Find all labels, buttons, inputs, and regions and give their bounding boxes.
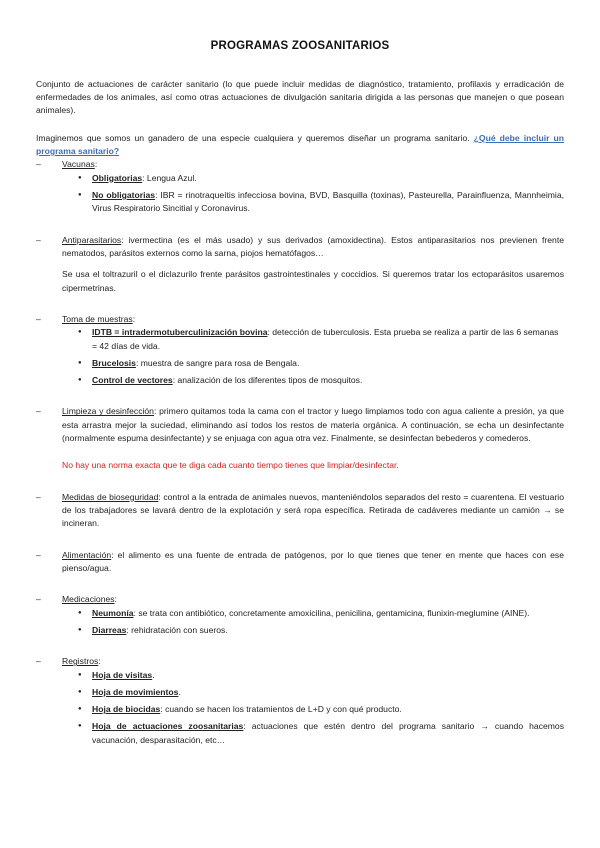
item-text: : Lengua Azul. — [142, 172, 197, 183]
list-item — [78, 607, 564, 620]
dash-bullet: – — [36, 549, 41, 560]
list-item — [78, 703, 564, 716]
section-heading: Medidas de bioseguridad — [62, 491, 159, 502]
item-text: . — [152, 669, 155, 680]
section-heading: Medicaciones — [62, 594, 115, 605]
section-text: : el alimento es una fuente de entrada de patógenos, por lo que tienes que tener en mente que haces con ese pienso/agua. — [62, 549, 564, 573]
section-heading: Limpieza y desinfección — [62, 406, 154, 417]
intro-paragraph: Conjunto de actuaciones de carácter sanitario (lo que puede incluir medidas de diagnóstico, tratamiento, profilaxis y erradicación de enfermedades de los animales, así como otras actuaciones de divulgación sanitaria dirigida a las personas que manejen o que posean animales). — [36, 78, 564, 116]
item-label: Control de vectores — [92, 375, 173, 386]
item-label: Hoja de biocidas — [92, 704, 161, 715]
item-label: Obligatorias — [92, 172, 143, 183]
question-text: ¿Qué debe incluir un programa sanitario? — [36, 132, 564, 157]
limpieza-note: No hay una norma exacta que te diga cada cuanto tiempo tienes que limpiar/desinfectar. — [62, 460, 399, 471]
item-text: : cuando se hacen los tratamientos de L+D y con qué producto. — [160, 704, 402, 715]
section-toma-muestras: – Toma de muestras: ● IDTB = intradermotuberculinización bovina: detección de tuberculosis. Esta prueba se realiza a partir de las 6 semanas = 42 días de vida. ● Brucelosis: muestra de sangre para rosa de Bengala. ● Control de vectores: analización de los diferentes tipos de mosquitos. — [36, 313, 564, 388]
list-item — [78, 669, 564, 682]
section-limpieza — [36, 405, 564, 472]
vacunas-list — [78, 172, 564, 216]
dash-bullet: – — [36, 491, 41, 502]
item-text: : muestra de sangre para rosa de Bengala. — [135, 357, 300, 368]
dash-bullet: – — [36, 656, 41, 667]
item-label: Hoja de movimientos — [92, 686, 179, 697]
section-vacunas: – Vacunas: ● Obligatorias: Lengua Azul. ● No obligatorias: IBR = rinotraqueítis infecciosa bovina, BVD, Basquilla (toxinas), Pasteurella, Parainfluenza, Mannheimia, Virus Respiratorio Sincitial y Coronavirus. — [36, 158, 564, 215]
section-alimentacion — [36, 549, 564, 576]
item-text: : actuaciones que estén dentro del programa sanitario → cuando hacemos vacunación, desparasitación, etc… — [92, 721, 564, 745]
list-item — [78, 624, 564, 637]
list-item — [78, 172, 564, 185]
lead-paragraph — [36, 132, 564, 159]
item-label: No obligatorias — [92, 190, 156, 200]
section-text: : ivermectina (es el más usado) y sus derivados (amoxidectina). Estos antiparasitarios nos previenen frente nematodos, parásitos externos como la sarna, piojos hematófagos… — [62, 234, 564, 258]
section-heading: Toma de muestras — [62, 313, 133, 324]
item-text: : analización de los diferentes tipos de mosquitos. — [172, 375, 363, 386]
list-item — [78, 357, 564, 370]
section-registros: – Registros: ● Hoja de visitas. ● Hoja de movimientos. ● Hoja de biocidas: cuando se hacen los tratamientos de L+D y con qué producto. ● Hoja de actuaciones zoosanitarias: actuaciones que estén dentro del programa sanitario → cuando hacemos vacunación, desparasitación, etc… — [36, 655, 564, 747]
dash-bullet: – — [36, 159, 41, 170]
dash-bullet: – — [36, 234, 41, 245]
item-label: Neumonía — [92, 607, 134, 618]
dash-bullet: – — [36, 594, 41, 605]
registros-list — [78, 669, 564, 748]
item-text: . — [178, 686, 181, 697]
section-antiparasitarios — [36, 234, 564, 295]
list-item — [78, 326, 564, 353]
list-item — [78, 686, 564, 699]
item-text: : se trata con antibiótico, concretamente amoxicilina, penicilina, gentamicina, flunixin-meglumine (AINE). — [133, 607, 530, 618]
section-heading: Vacunas — [62, 159, 95, 170]
section-heading: Antiparasitarios — [62, 234, 122, 245]
section-heading: Alimentación — [62, 549, 112, 560]
item-text: : detección de tuberculosis. Esta prueba se realiza a partir de las 6 semanas = 42 días de vida. — [92, 327, 559, 351]
section-medicaciones: – Medicaciones: ● Neumonía: se trata con antibiótico, concretamente amoxicilina, penicilina, gentamicina, flunixin-meglumine (AINE). ● Diarreas: rehidratación con sueros. — [36, 593, 564, 637]
section-text: : primero quitamos toda la cama con el tractor y luego limpiamos todo con agua caliente a presión, ya que esta arrastra mejor la suciedad, eliminando así todos los restos de materia orgánica. A continuación, se echa un desinfectante (normalmente espuma desinfectante) y se enjuaga con agua otra vez. Finalmente, se desinfectan bebederos y comederos. — [62, 406, 564, 444]
section-bioseguridad — [36, 491, 564, 531]
dash-bullet: – — [36, 313, 41, 324]
list-item — [78, 189, 564, 216]
dash-bullet: – — [36, 406, 41, 417]
muestras-list — [78, 326, 564, 387]
item-label: Hoja de actuaciones zoosanitarias — [92, 721, 244, 732]
section-heading: Registros — [62, 656, 99, 667]
item-label: IDTB = intradermotuberculinización bovina — [92, 327, 268, 338]
item-label: Brucelosis — [92, 357, 136, 368]
list-item — [78, 720, 564, 747]
page-title: PROGRAMAS ZOOSANITARIOS — [210, 40, 390, 52]
item-label: Diarreas — [92, 624, 127, 635]
antiparasitarios-extra: Se usa el toltrazuril o el diclazurilo frente parásitos gastrointestinales y coccidios. Si queremos tratar los ectoparásitos usaremos cipermetrinas. — [62, 269, 564, 293]
medicaciones-list — [78, 607, 564, 638]
item-text: : rehidratación con sueros. — [126, 624, 228, 635]
section-text: : control a la entrada de animales nuevos, manteniéndolos separados del resto = cuarentena. El vestuario de los trabajadores se lavará dentro de la explotación y será ropa específica. Retirada de cadáveres mediante un camión → se incineran. — [62, 491, 564, 529]
lead-text: Imaginemos que somos un ganadero de una especie cualquiera y queremos diseñar un programa sanitario. — [36, 132, 470, 143]
item-label: Hoja de visitas — [92, 669, 153, 680]
list-item — [78, 374, 564, 387]
item-text: : IBR = rinotraqueítis infecciosa bovina, BVD, Basquilla (toxinas), Pasteurella, Parainfluenza, Mannheimia, Virus Respiratorio Sincitial y Coronavirus. — [92, 190, 564, 214]
